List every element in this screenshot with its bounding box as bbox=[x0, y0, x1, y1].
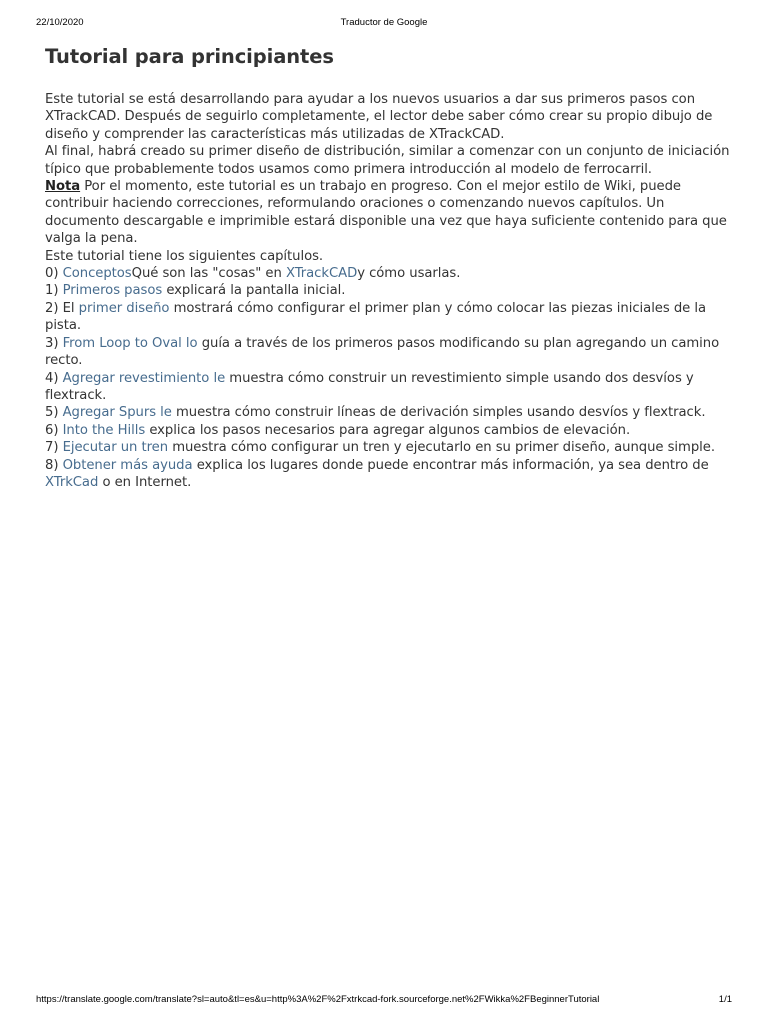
chapters-intro: Este tutorial tiene los siguientes capítulos. bbox=[45, 248, 324, 264]
chapter-item-3 bbox=[45, 335, 735, 370]
xtrackcad-link[interactable]: XTrackCAD bbox=[285, 266, 358, 282]
chapter-description: guía a través de los primeros pasos modificando su plan agregando un camino recto. bbox=[45, 335, 720, 369]
chapter-link-agregar-spurs[interactable]: Agregar Spurs le bbox=[62, 405, 172, 421]
chapter-link-primer-diseno[interactable]: primer diseño bbox=[78, 300, 170, 316]
print-header bbox=[36, 17, 732, 29]
chapter-number: 0) bbox=[45, 266, 63, 282]
chapter-description: muestra cómo construir líneas de derivación simples usando desvíos y flextrack. bbox=[171, 405, 706, 421]
chapter-item-1 bbox=[45, 282, 735, 299]
print-url: https://translate.google.com/translate?sl=auto&tl=es&u=http%3A%2F%2Fxtrkcad-fork.sourceforge.net%2FWikka%2FBeginnerTutorial bbox=[36, 994, 600, 1005]
chapter-description: explica los pasos necesarios para agregar algunos cambios de elevación. bbox=[145, 422, 631, 438]
chapter-number: 8) bbox=[45, 457, 63, 473]
chapter-item-2 bbox=[45, 300, 735, 335]
chapter-item-0 bbox=[45, 265, 735, 282]
chapter-link-obtener-ayuda[interactable]: Obtener más ayuda bbox=[62, 457, 193, 473]
print-title: Traductor de Google bbox=[340, 17, 428, 28]
page-counter: 1/1 bbox=[718, 994, 732, 1005]
xtrkcad-link[interactable]: XTrkCad bbox=[45, 474, 99, 490]
chapter-link-into-the-hills[interactable]: Into the Hills bbox=[62, 422, 146, 438]
chapter-description: muestra cómo construir un revestimiento simple usando dos desvíos y flextrack. bbox=[45, 370, 694, 403]
chapter-description: explica los lugares donde puede encontrar más información, ya sea dentro de bbox=[192, 457, 709, 473]
chapter-description: mostrará cómo configurar el primer plan y cómo colocar las piezas iniciales de la pista. bbox=[45, 300, 707, 334]
chapter-description: Qué son las "cosas" en bbox=[131, 266, 286, 282]
page-title: Tutorial para principiantes bbox=[45, 45, 334, 68]
chapter-item-7 bbox=[45, 439, 735, 456]
note-label: Nota bbox=[45, 179, 81, 195]
chapter-number: 5) bbox=[45, 405, 63, 421]
chapter-item-8 bbox=[45, 457, 735, 492]
chapter-description-tail: o en Internet. bbox=[98, 474, 192, 490]
note-paragraph bbox=[45, 178, 735, 248]
chapter-number: 1) bbox=[45, 283, 63, 299]
chapter-number: 6) bbox=[45, 422, 63, 438]
note-text: Por el momento, este tutorial es un trabajo en progreso. Con el mejor estilo de Wiki, puede contribuir haciendo correcciones, reformulando oraciones o comenzando nuevos capítulos. Un documento descargable e imprimible estará disponible una vez que haya suficiente contenido para que valga la pena. bbox=[45, 179, 727, 247]
chapter-number: 7) bbox=[45, 440, 63, 456]
chapter-link-ejecutar-tren[interactable]: Ejecutar un tren bbox=[62, 440, 169, 456]
chapter-link-conceptos[interactable]: Conceptos bbox=[62, 266, 132, 282]
chapter-description: muestra cómo configurar un tren y ejecutarlo en su primer diseño, aunque simple. bbox=[168, 440, 715, 456]
print-date: 22/10/2020 bbox=[36, 17, 84, 28]
chapter-link-primeros-pasos[interactable]: Primeros pasos bbox=[62, 283, 163, 299]
chapter-number: 3) bbox=[45, 335, 63, 351]
chapter-description: explicará la pantalla inicial. bbox=[162, 283, 346, 299]
chapter-number: 2) El bbox=[45, 300, 79, 316]
chapter-link-loop-to-oval[interactable]: From Loop to Oval lo bbox=[62, 335, 198, 351]
chapter-item-6 bbox=[45, 422, 735, 439]
chapter-item-5 bbox=[45, 404, 735, 421]
article-body bbox=[45, 91, 735, 491]
chapter-description-tail: y cómo usarlas. bbox=[357, 266, 461, 282]
article bbox=[45, 43, 735, 491]
print-footer bbox=[36, 994, 732, 1006]
chapter-number: 4) bbox=[45, 370, 63, 386]
intro-paragraph-2: Al final, habrá creado su primer diseño de distribución, similar a comenzar con un conjunto de iniciación típico que probablemente todos usamos como primera introducción al modelo de ferrocarril. bbox=[45, 144, 730, 177]
chapter-item-4 bbox=[45, 370, 735, 405]
intro-paragraph-1: Este tutorial se está desarrollando para ayudar a los nuevos usuarios a dar sus primeros pasos con XTrackCAD. Después de seguirlo completamente, el lector debe saber cómo crear su propio dibujo de diseño y comprender las características más utilizadas de XTrackCAD. bbox=[45, 92, 713, 142]
chapter-link-agregar-revestimiento[interactable]: Agregar revestimiento le bbox=[62, 370, 226, 386]
